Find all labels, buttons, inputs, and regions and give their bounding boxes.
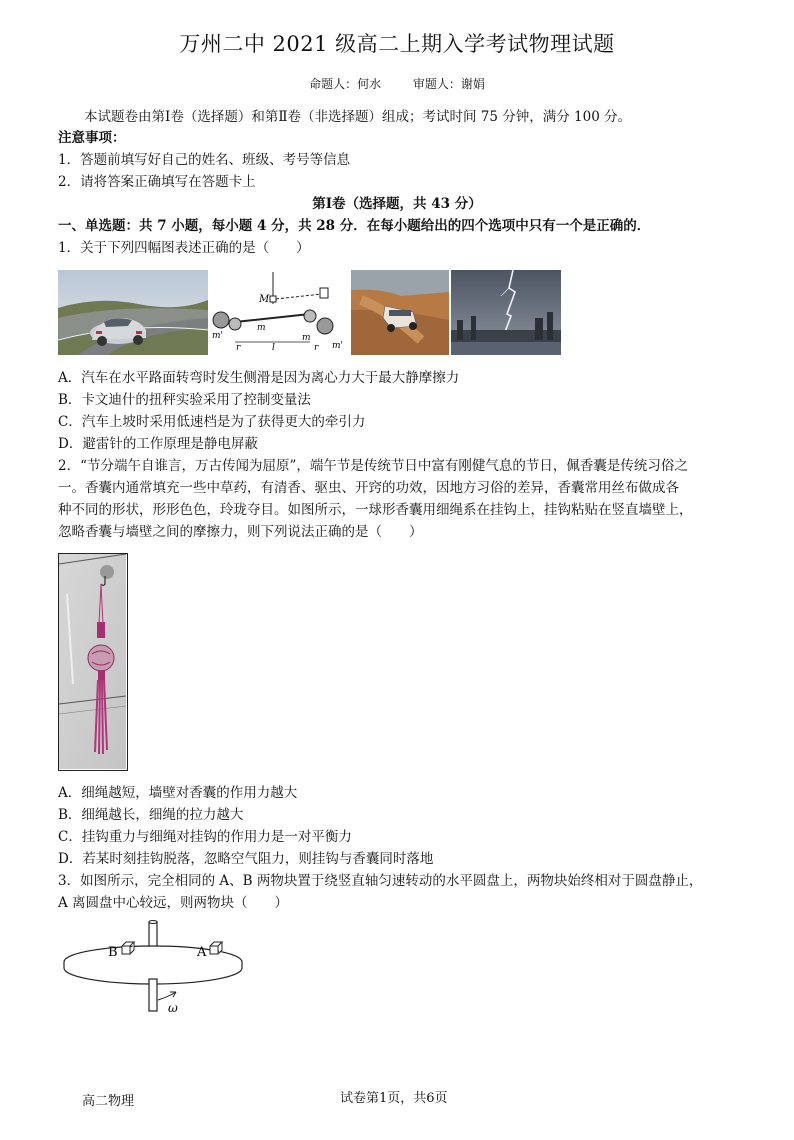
q2-stem-line: 2．“节分端午自谁言，万古传闻为屈原”，端午节是传统节日中富有刚健气息的节日，佩香囊是传统习俗之 — [58, 458, 688, 474]
q2-stem-line: 种不同的形状，形形色色，玲珑夺目。如图所示，一球形香囊用细绳系在挂钩上，挂钩粘贴在竖直墙壁上， — [58, 502, 693, 518]
label-omega: ω — [168, 1001, 178, 1015]
label-r-left: r — [236, 343, 241, 353]
section-title: 第Ⅰ卷（选择题，共 43 分） — [312, 196, 482, 212]
q3-stem-line: A 离圆盘中心较远，则两物块（ ） — [58, 895, 289, 911]
label-m-right: m — [302, 333, 311, 343]
torsion-balance-diagram — [210, 270, 348, 355]
label-m-left: m' — [212, 331, 224, 341]
label-m-right2: m' — [332, 341, 344, 351]
q2-option-a: A．细绳越短，墙壁对香囊的作用力越大 — [58, 785, 298, 801]
exam-title: 万州二中 2021 级高二上期入学考试物理试题 — [179, 32, 615, 56]
q2-option-d: D．若某时刻挂钩脱落，忽略空气阻力，则挂钩与香囊同时落地 — [58, 851, 434, 867]
car-turning-photo — [58, 270, 208, 355]
q1-option-d: D．避雷针的工作原理是静电屏蔽 — [58, 436, 258, 452]
lightning-photo — [451, 270, 561, 355]
q3-stem-line: 3．如图所示，完全相同的 A、B 两物块置于绕竖直轴匀速转动的水平圆盘上，两物块始终相对于圆盘静止， — [58, 873, 703, 889]
q1-stem: 1．关于下列四幅图表述正确的是（ ） — [58, 240, 310, 256]
label-m-mid: m — [257, 323, 266, 333]
label-M: M — [259, 294, 270, 305]
label-l: l — [272, 343, 275, 353]
footer-subject: 高二物理 — [82, 1094, 135, 1109]
label-A: A — [197, 945, 207, 960]
authors-line — [0, 75, 794, 92]
q2-stem-line: 忽略香囊与墙壁之间的摩擦力，则下列说法正确的是（ ） — [58, 524, 423, 540]
sachet-hook-photo — [58, 553, 128, 771]
label-B: B — [108, 945, 118, 960]
q1-option-b: B．卡文迪什的扭秤实验采用了控制变量法 — [58, 392, 311, 408]
q2-option-c: C．挂钩重力与细绳对挂钩的作用力是一对平衡力 — [58, 829, 352, 845]
label-r-right: r — [314, 343, 319, 353]
q1-option-a: A．汽车在水平路面转弯时发生侧滑是因为离心力大于最大静摩擦力 — [58, 370, 460, 386]
note-item: 2．请将答案正确填写在答题卡上 — [58, 174, 256, 190]
section-instruction: 一、单选题：共 7 小题，每小题 4 分，共 28 分．在每小题给出的四个选项中只有一个是正确的． — [58, 218, 651, 234]
rotating-disc-diagram — [58, 918, 248, 1018]
note-item: 1．答题前填写好自己的姓名、班级、考号等信息 — [58, 152, 351, 168]
q2-option-b: B．细绳越长，细绳的拉力越大 — [58, 807, 244, 823]
setter: 命题人：何水 — [309, 77, 382, 91]
notes-heading: 注意事项： — [58, 130, 126, 146]
q2-stem-line: 一。香囊内通常填充一些中草药，有清香、驱虫、开窍的功效，因地方习俗的差异，香囊常用丝布做成各 — [58, 480, 679, 496]
intro-text: 本试题卷由第Ⅰ卷（选择题）和第Ⅱ卷（非选择题）组成；考试时间 75 分钟，满分 100 分。 — [84, 109, 632, 125]
reviewer: 审题人：谢娟 — [412, 77, 485, 91]
footer-page-number: 试卷第1页，共6页 — [340, 1091, 448, 1106]
car-uphill-photo — [351, 270, 449, 355]
q1-option-c: C．汽车上坡时采用低速档是为了获得更大的牵引力 — [58, 414, 366, 430]
